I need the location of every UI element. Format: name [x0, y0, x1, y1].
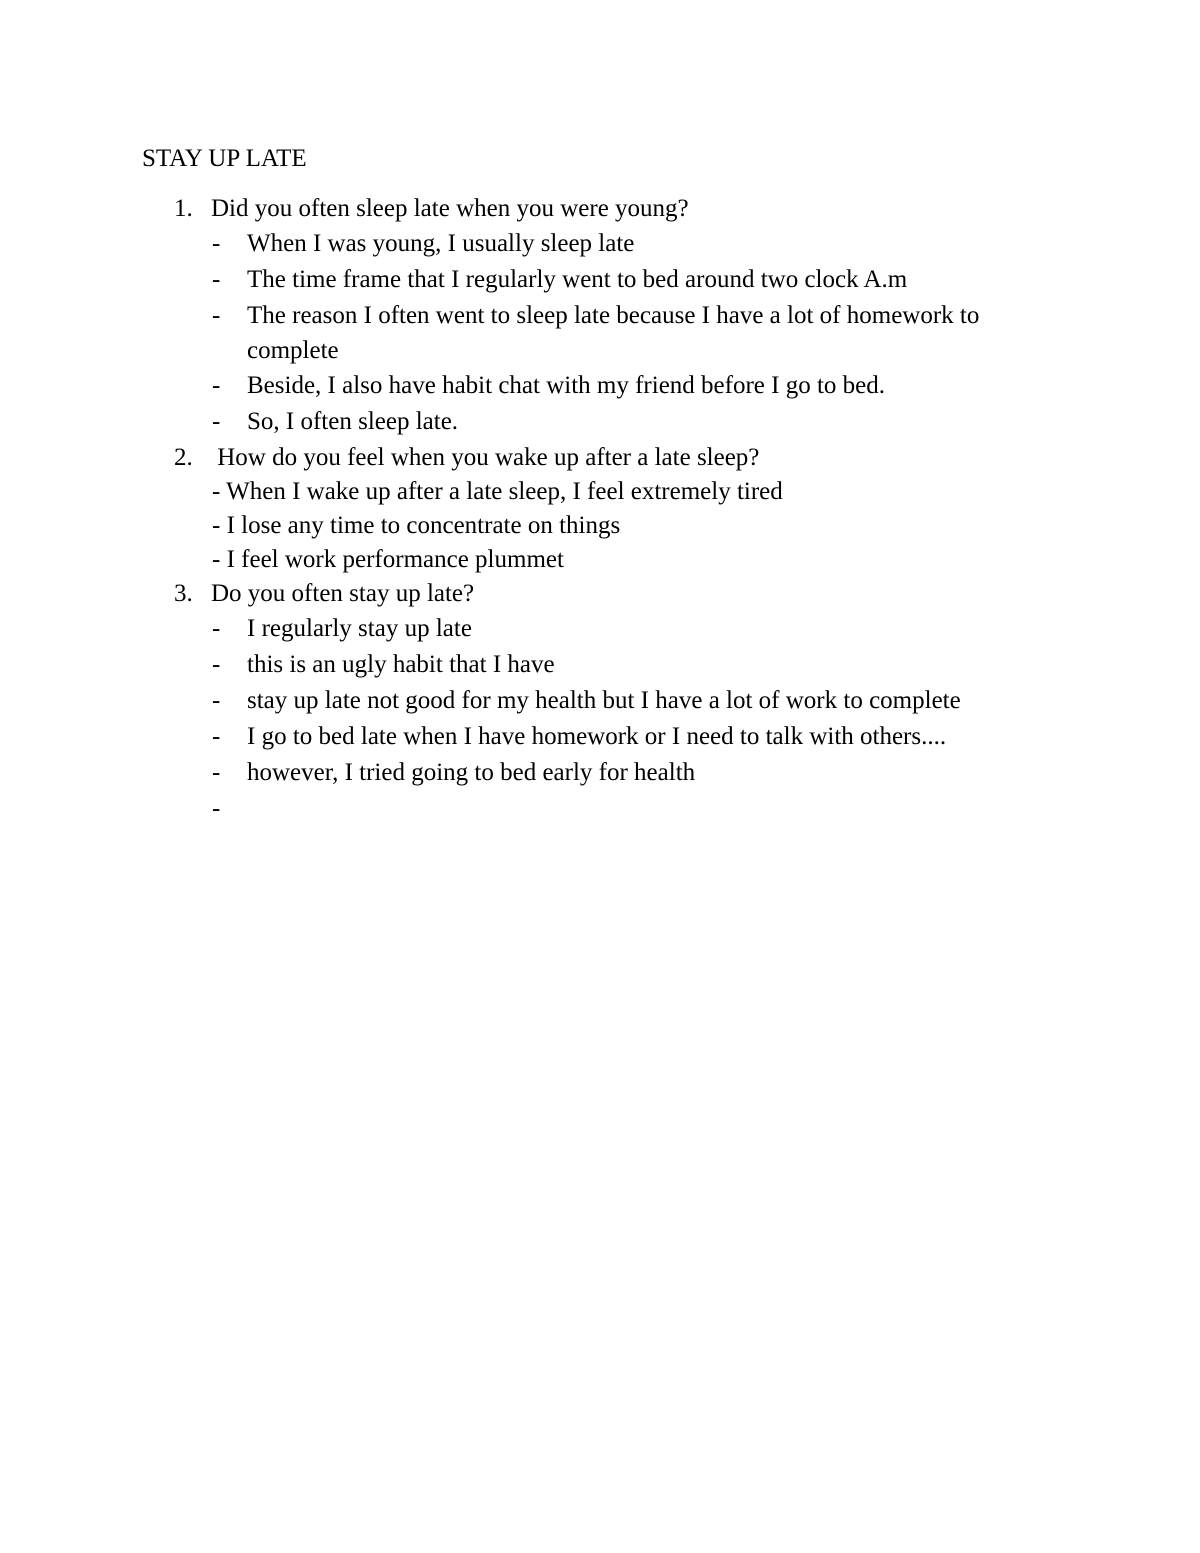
bullet-marker: - [212, 651, 221, 678]
bullet-marker: - [212, 795, 221, 822]
bullet-marker: - [212, 372, 221, 399]
list-item: - I feel work performance plummet [212, 546, 564, 573]
bullet-marker: - [212, 615, 221, 642]
question-2 [174, 443, 759, 473]
list-item: - When I wake up after a late sleep, I feel extremely tired [212, 478, 783, 505]
question-text: Did you often sleep late when you were young? [211, 195, 689, 222]
bullet-marker: - [212, 408, 221, 435]
list-item-text: The reason I often went to sleep late because I have a lot of homework to complete [247, 302, 980, 364]
bullet-marker: - [212, 759, 221, 786]
question-number: 1. [174, 195, 193, 222]
list-item-text: however, I tried going to bed early for health [247, 759, 696, 786]
bullet-marker: - [212, 723, 221, 750]
list-item-text: I regularly stay up late [247, 615, 472, 642]
list-item-text: Beside, I also have habit chat with my friend before I go to bed. [247, 372, 886, 399]
bullet-marker: - [212, 266, 221, 293]
list-item-text: So, I often sleep late. [247, 408, 459, 435]
bullet-marker: - [212, 230, 221, 257]
bullet-marker: - [212, 302, 221, 329]
list-item-text: I go to bed late when I have homework or I need to talk with others.... [247, 723, 947, 750]
question-text: How do you feel when you wake up after a late sleep? [211, 444, 760, 471]
list-item-text: stay up late not good for my health but I have a lot of work to complete [247, 687, 961, 714]
question-text: Do you often stay up late? [211, 580, 475, 607]
list-item-text: When I was young, I usually sleep late [247, 230, 635, 257]
list-item: - I lose any time to concentrate on things [212, 512, 621, 539]
question-number: 2. [174, 444, 193, 471]
question-3 [174, 579, 474, 609]
list-item-text: this is an ugly habit that I have [247, 651, 555, 678]
bullet-marker: - [212, 687, 221, 714]
document-title: STAY UP LATE [142, 145, 307, 172]
question-number: 3. [174, 580, 193, 607]
list-item-text: The time frame that I regularly went to bed around two clock A.m [247, 266, 908, 293]
question-1 [174, 194, 689, 224]
